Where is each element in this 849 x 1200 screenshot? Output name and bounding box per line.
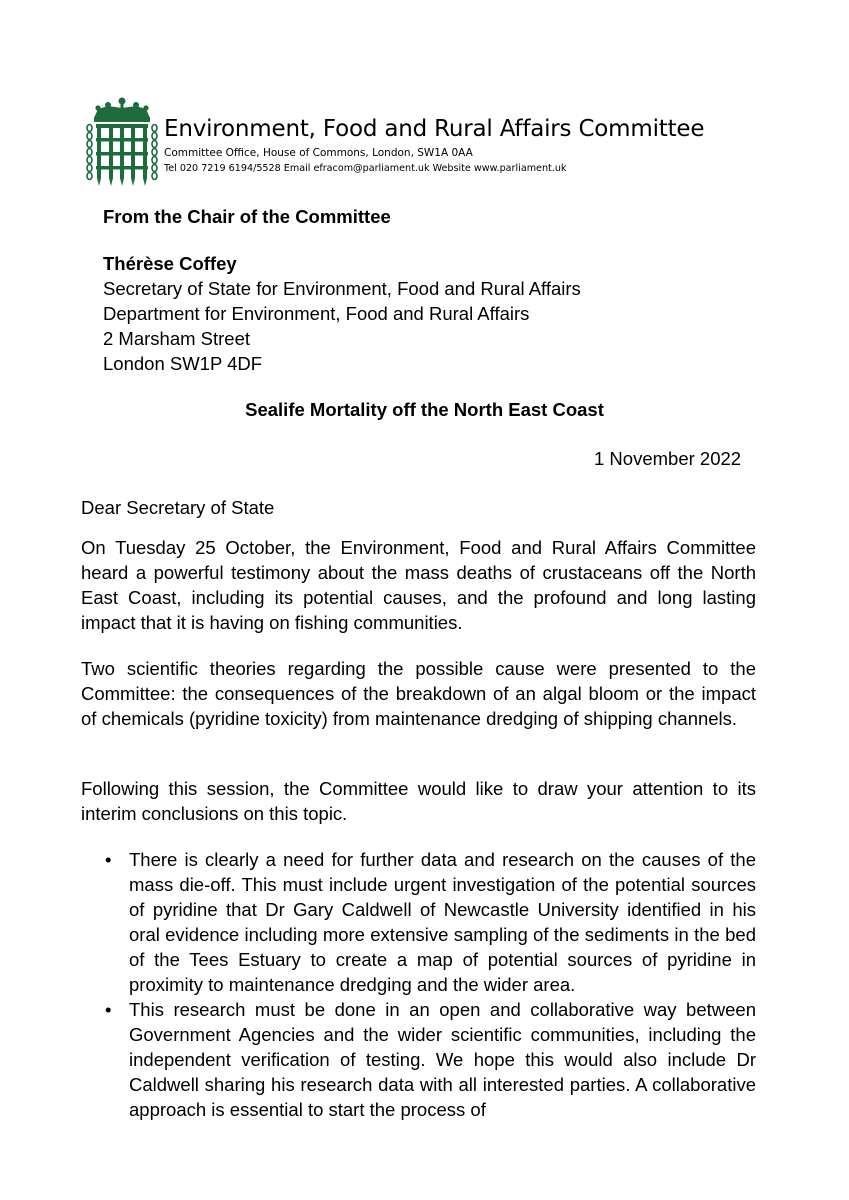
committee-address: Committee Office, House of Commons, London, SW1A 0AA xyxy=(164,147,473,159)
letterhead-text xyxy=(164,114,704,176)
paragraph: Two scientific theories regarding the possible cause were presented to the Committee: the consequences of the breakdown of an algal bloom or the impact of chemicals (pyridine toxicity) from maintenance dredging of shipping channels. xyxy=(81,658,756,729)
list-item-text: This research must be done in an open and collaborative way between Government Agencies and the wider scientific communities, including the independent verification of testing. We hope this would also include Dr Caldwell sharing his research data with all interested parties. A collaborative approach is essential to start the process of xyxy=(129,999,756,1120)
bullet-icon: • xyxy=(105,849,112,870)
salutation: Dear Secretary of State xyxy=(81,497,275,518)
recipient-street: 2 Marsham Street xyxy=(103,328,251,349)
committee-contact: Tel 020 7219 6194/5528 Email efracom@parliament.uk Website www.parliament.uk xyxy=(164,163,567,174)
letterhead xyxy=(86,96,786,191)
bullet-icon: • xyxy=(105,999,112,1020)
recipient-city: London SW1P 4DF xyxy=(103,353,263,374)
conclusions-list xyxy=(103,847,756,1122)
recipient-address xyxy=(103,251,581,376)
list-item-text: There is clearly a need for further data and research on the causes of the mass die-off. This must include urgent investigation of the potential sources of pyridine that Dr Gary Caldwell of Newcastle University identified in his oral evidence including more extensive sampling of the sediments in the bed of the Tees Estuary to create a map of potential sources of pyridine in proximity to maintenance dredging and the wider area. xyxy=(129,849,756,995)
list-item xyxy=(103,847,756,997)
recipient-name: Thérèse Coffey xyxy=(103,253,237,274)
portcullis-icon xyxy=(86,96,158,188)
recipient-title: Secretary of State for Environment, Food and Rural Affairs xyxy=(103,278,581,299)
recipient-department: Department for Environment, Food and Rural Affairs xyxy=(103,303,530,324)
from-line: From the Chair of the Committee xyxy=(103,206,391,227)
letter-date: 1 November 2022 xyxy=(594,448,742,469)
paragraph: On Tuesday 25 October, the Environment, Food and Rural Affairs Committee heard a powerful testimony about the mass deaths of crustaceans off the North East Coast, including its potential causes, and the profound and long lasting impact that it is having on fishing communities. xyxy=(81,537,756,633)
committee-name: Environment, Food and Rural Affairs Committee xyxy=(164,116,705,142)
letter-subject: Sealife Mortality off the North East Coast xyxy=(245,399,604,420)
list-item xyxy=(103,997,756,1122)
paragraph: Following this session, the Committee would like to draw your attention to its interim conclusions on this topic. xyxy=(81,778,756,824)
